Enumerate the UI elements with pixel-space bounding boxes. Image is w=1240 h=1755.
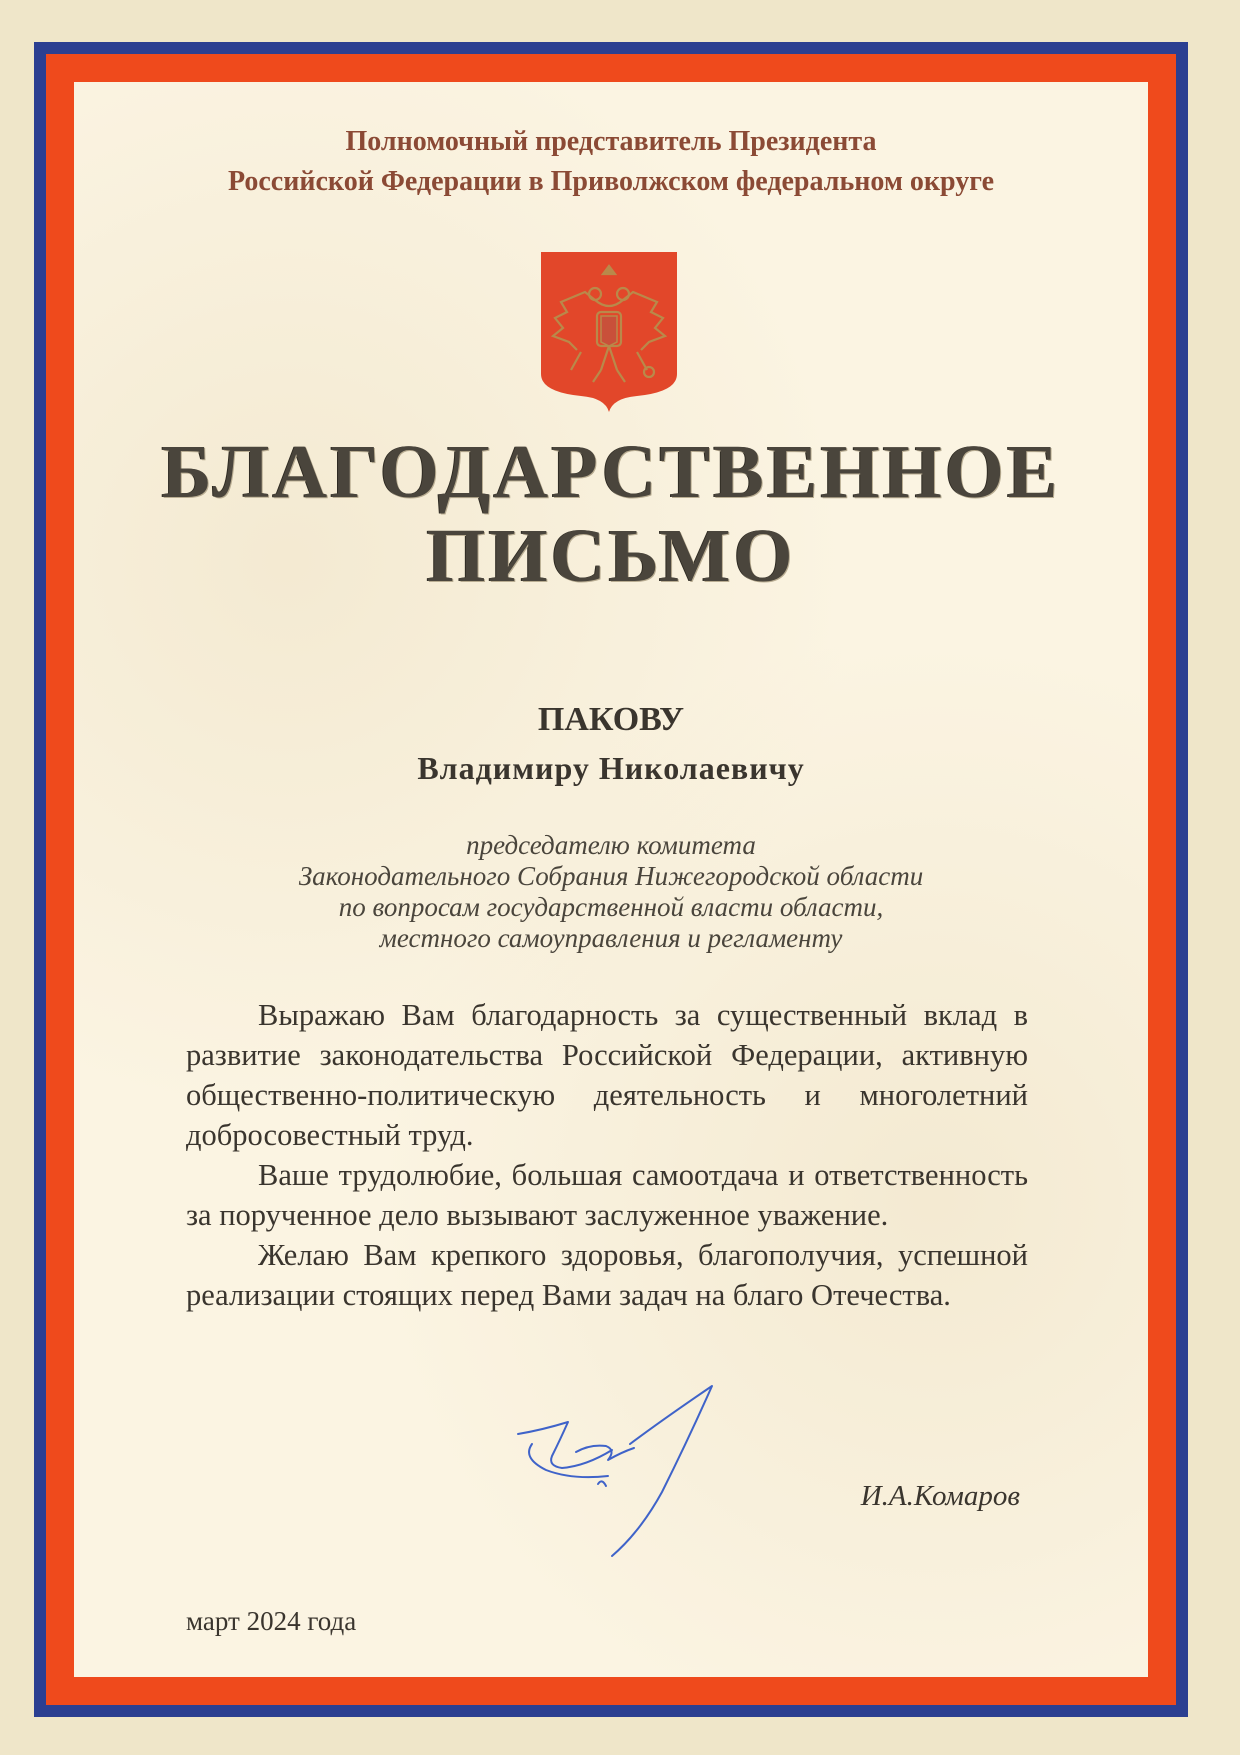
recipient-given-names: Владимиру Николаевичу — [417, 750, 805, 786]
letter-body — [186, 995, 1028, 1315]
recipient-surname: ПАКОВУ — [537, 701, 685, 738]
recipient-position-line-4: местного самоуправления и регламенту — [379, 923, 843, 953]
russian-coat-of-arms-icon — [541, 252, 677, 412]
recipient-position-line-1: председателю комитета — [466, 830, 756, 860]
body-paragraph-1: Выражаю Вам благодарность за существенный вклад в развитие законодательства Российской Федерации, активную общественно-политическую деятельность и многолетний добросовестный труд. — [186, 998, 1028, 1152]
document-title-line-1: БЛАГОДАРСТВЕННОЕ — [161, 430, 1061, 514]
body-paragraph-3: Желаю Вам крепкого здоровья, благополучия, успешной реализации стоящих перед Вами задач на благо Отечества. — [186, 1238, 1028, 1312]
handwritten-signature — [512, 1380, 742, 1560]
recipient-position-line-2: Законодательного Собрания Нижегородской области — [298, 861, 924, 891]
issue-date: март 2024 года — [186, 1606, 357, 1636]
issuer-line-2: Российской Федерации в Приволжском федеральном округе — [227, 166, 995, 197]
body-paragraph-2: Ваше трудолюбие, большая самоотдача и ответственность за порученное дело вызывают заслуженное уважение. — [186, 1158, 1028, 1232]
issuer-line-1: Полномочный представитель Президента — [345, 126, 877, 157]
signer-name: И.А.Комаров — [860, 1480, 1020, 1512]
recipient-position-line-3: по вопросам государственной власти области, — [338, 892, 884, 922]
document-title-line-2: ПИСЬМО — [426, 514, 796, 598]
